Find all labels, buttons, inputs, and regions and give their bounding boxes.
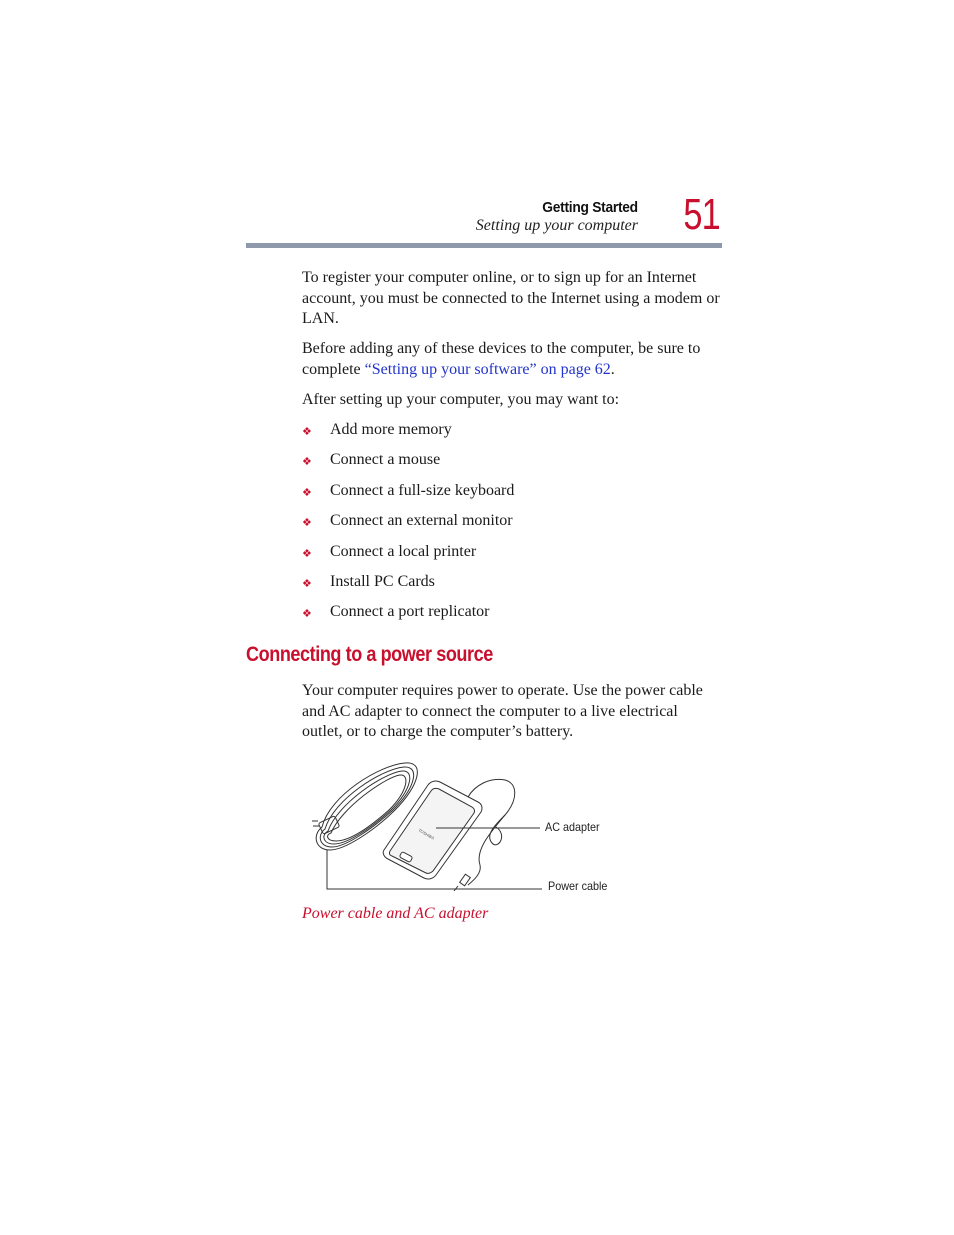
list-item xyxy=(302,572,514,602)
running-header xyxy=(246,192,722,248)
list-item xyxy=(302,542,514,572)
list-item xyxy=(302,481,514,511)
figure-caption: Power cable and AC adapter xyxy=(302,905,489,922)
power-section-heading: Connecting to a power source xyxy=(246,643,493,666)
diamond-bullet-icon: ❖ xyxy=(302,426,312,438)
prerequisite-end: . xyxy=(610,360,615,378)
next-steps-list xyxy=(302,420,514,633)
power-paragraph: Your computer requires power to operate. Use the power cable and AC adapter to connect the computer to a live electrical outlet, or to charge the computer’s battery. xyxy=(302,682,703,740)
list-item-text: Add more memory xyxy=(330,421,452,438)
next-steps-paragraph: After setting up your computer, you may want to: xyxy=(302,391,620,408)
diamond-bullet-icon: ❖ xyxy=(302,577,312,590)
software-setup-link[interactable]: “Setting up your software” on page 62 xyxy=(364,360,611,378)
list-item-text: Connect a local printer xyxy=(330,542,477,560)
section-title: Setting up your computer xyxy=(475,217,638,234)
intro-paragraph: To register your computer online, or to sign up for an Internet account, you must be connected to the Internet using a modem or LAN. xyxy=(302,269,720,327)
diamond-bullet-icon: ❖ xyxy=(302,547,312,560)
diamond-bullet-icon: ❖ xyxy=(302,486,312,499)
page-number: 51 xyxy=(683,190,720,239)
list-item-text: Connect a mouse xyxy=(330,451,441,469)
power-cable-label: Power cable xyxy=(548,879,608,893)
power-adapter-figure xyxy=(300,755,630,900)
header-rule xyxy=(246,243,722,248)
svg-text:TOSHIBA: TOSHIBA xyxy=(417,827,436,841)
diamond-bullet-icon: ❖ xyxy=(302,456,312,469)
chapter-title: Getting Started xyxy=(542,199,638,216)
list-item xyxy=(302,420,514,450)
list-item-text: Install PC Cards xyxy=(330,572,435,590)
list-item xyxy=(302,602,514,632)
list-item xyxy=(302,450,514,480)
prerequisite-paragraph xyxy=(302,339,722,380)
prerequisite-text: Before adding any of these devices to the computer, be sure to complete xyxy=(302,340,701,378)
list-item-text: Connect an external monitor xyxy=(330,512,513,530)
diamond-bullet-icon: ❖ xyxy=(302,608,312,621)
list-item xyxy=(302,511,514,541)
list-item-text: Connect a full-size keyboard xyxy=(330,481,515,499)
list-item-text: Connect a port replicator xyxy=(330,603,490,621)
diamond-bullet-icon: ❖ xyxy=(302,517,312,530)
ac-adapter-label: AC adapter xyxy=(545,820,600,834)
